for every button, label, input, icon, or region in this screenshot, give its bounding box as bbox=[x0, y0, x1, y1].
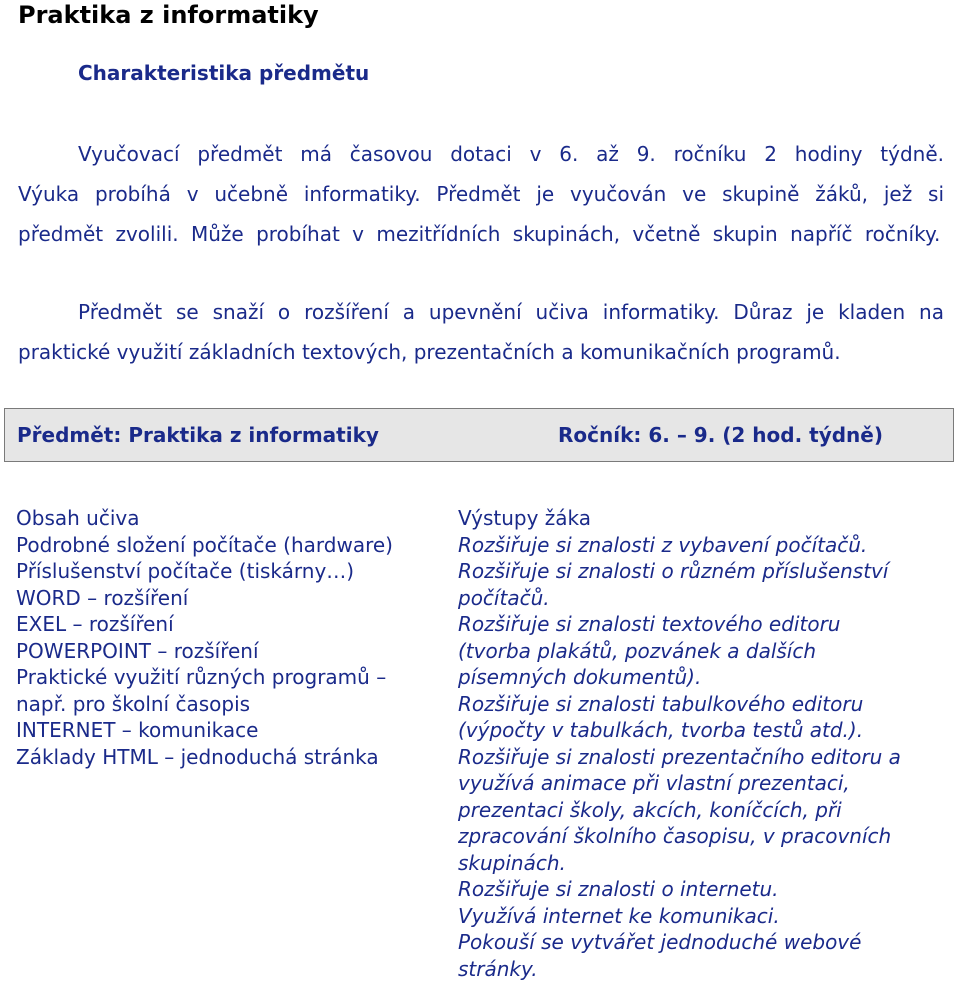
document-title: Praktika z informatiky bbox=[18, 1, 319, 29]
outcomes-column-heading: Výstupy žáka bbox=[458, 506, 592, 530]
content-item: Základy HTML – jednoduchá stránka bbox=[16, 744, 379, 769]
outcome-line: Rozšiřuje si znalosti o internetu. bbox=[458, 877, 779, 901]
outcome-line: počítačů. bbox=[458, 585, 550, 610]
outcome-line: zpracování školního časopisu, v pracovních bbox=[458, 824, 892, 848]
outcome-line: Rozšiřuje si znalosti tabulkového editoru bbox=[458, 691, 864, 716]
content-item: Příslušenství počítače (tiskárny…) bbox=[16, 559, 355, 583]
grade-label: Ročník: 6. – 9. (2 hod. týdně) bbox=[558, 423, 883, 447]
content-item: např. pro školní časopis bbox=[16, 691, 251, 716]
section-heading: Charakteristika předmětu bbox=[78, 61, 370, 85]
outcome-line: Rozšiřuje si znalosti textového editoru bbox=[458, 612, 841, 636]
content-item: WORD – rozšíření bbox=[16, 585, 189, 610]
outcome-line: Rozšiřuje si znalosti prezentačního editoru a bbox=[458, 744, 901, 769]
outcome-line: skupinách. bbox=[458, 850, 566, 875]
outcome-line: stránky. bbox=[458, 956, 538, 981]
outcome-line: Rozšiřuje si znalosti o různém příslušenství bbox=[458, 559, 889, 583]
content-item: EXEL – rozšíření bbox=[16, 612, 174, 636]
outcome-line: (výpočty v tabulkách, tvorba testů atd.). bbox=[458, 718, 864, 742]
outcome-line: (tvorba plakátů, pozvánek a dalších bbox=[458, 638, 817, 663]
outcome-line: Využívá internet ke komunikaci. bbox=[458, 903, 780, 928]
subject-bar bbox=[4, 408, 954, 462]
outcome-line: využívá animace při vlastní prezentaci, bbox=[458, 771, 850, 795]
subject-label: Předmět: Praktika z informatiky bbox=[17, 423, 379, 447]
outcome-line: Pokouší se vytvářet jednoduché webové bbox=[458, 930, 862, 954]
paragraph-time-allocation: Vyučovací předmět má časovou dotaci v 6. až 9. ročníku 2 hodiny týdně. Výuka probíhá v učebně informatiky. Předmět je vyučován ve skupině žáků, jež si předmět zvolili. Může probíhat v mezitřídních skupinách, včetně skupin napříč ročníky. bbox=[18, 142, 944, 246]
content-item: Praktické využití různých programů – bbox=[16, 665, 387, 689]
content-column bbox=[16, 505, 436, 770]
outcome-line: prezentaci školy, akcích, koníčcích, při bbox=[458, 797, 842, 822]
content-column-heading: Obsah učiva bbox=[16, 506, 140, 530]
paragraph-subject-goals: Předmět se snaží o rozšíření a upevnění učiva informatiky. Důraz je kladen na praktické využití základních textových, prezentačních a komunikačních programů. bbox=[18, 300, 944, 364]
content-item: INTERNET – komunikace bbox=[16, 718, 259, 742]
outcome-line: Rozšiřuje si znalosti z vybavení počítačů. bbox=[458, 532, 868, 557]
content-item: Podrobné složení počítače (hardware) bbox=[16, 532, 393, 557]
content-item: POWERPOINT – rozšíření bbox=[16, 638, 259, 663]
outcome-line: písemných dokumentů). bbox=[458, 665, 702, 689]
outcomes-column bbox=[458, 505, 954, 982]
